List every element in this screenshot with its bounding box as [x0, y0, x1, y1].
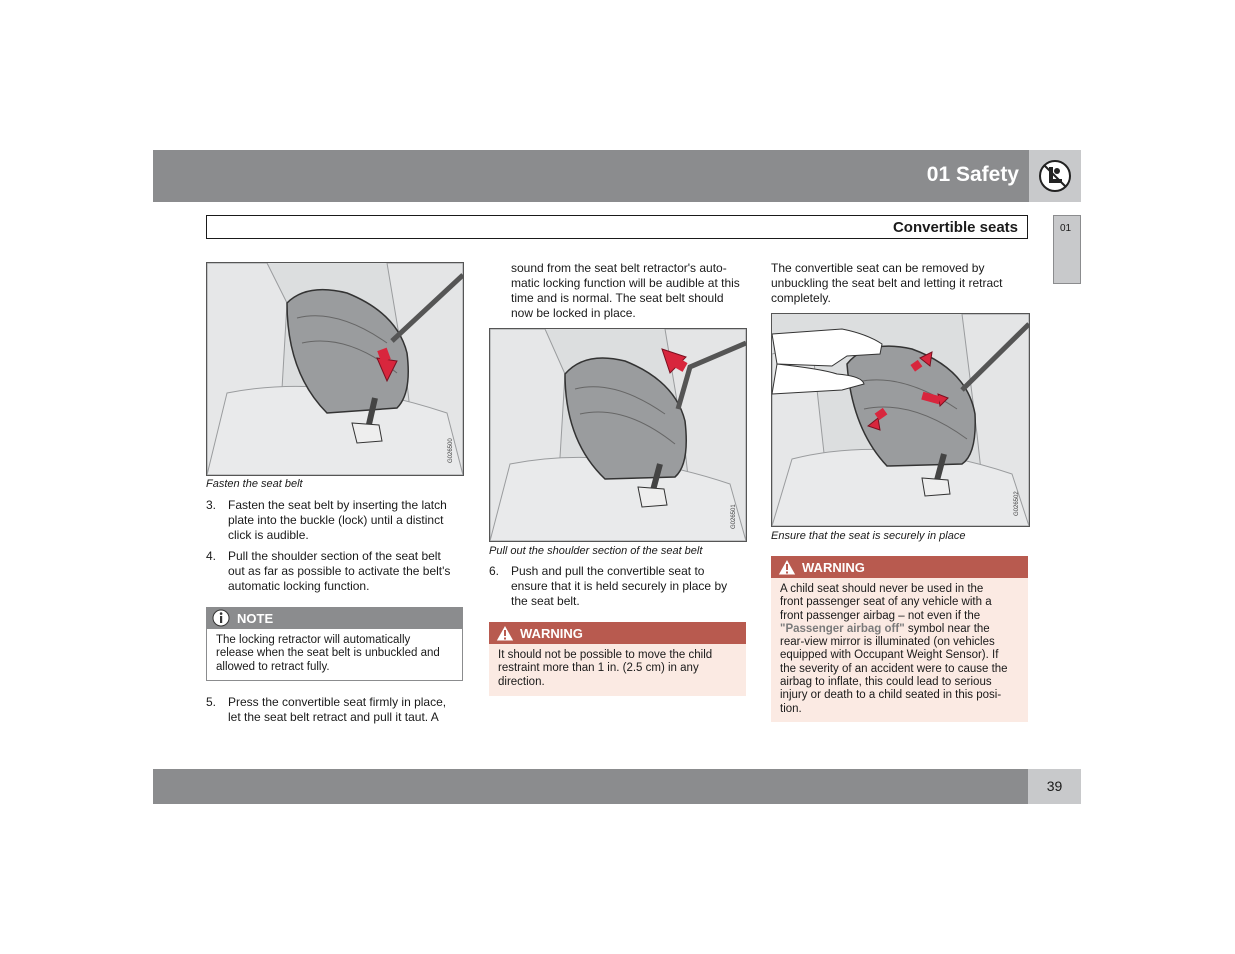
figure-pull-shoulder-belt	[489, 328, 747, 542]
footer-band	[153, 769, 1028, 804]
side-tab-label: 01	[1060, 223, 1072, 234]
info-icon	[212, 609, 230, 627]
note-body: The locking retractor will automatically release when the seat belt is unbuckled and allowed to retract fully.	[206, 629, 463, 681]
warning-body: It should not be possible to move the child restraint more than 1 in. (2.5 cm) in any direction.	[489, 644, 746, 696]
warning-header	[771, 556, 1028, 578]
figure-caption: Pull out the shoulder section of the seat belt	[489, 545, 703, 557]
section-bar	[206, 215, 1028, 239]
page-number: 39	[1046, 778, 1063, 794]
chapter-header	[153, 150, 1081, 202]
figure-fasten-belt	[206, 262, 464, 476]
figure-caption: Ensure that the seat is securely in place	[771, 530, 966, 542]
chapter-icon-box	[1029, 150, 1081, 202]
note-box	[206, 607, 463, 681]
chapter-side-tab[interactable]	[1053, 215, 1081, 284]
warning-body: A child seat should never be used in the front passenger seat of any vehicle with a front passenger airbag – not even if the "Passenger airbag off" symbol near the rear-view mirror is illuminated (on vehicles equipped with Occupant Weight Sensor). If the severity of an accident were to cause the airbag to inflate, this could lead to serious injury or death to a child seated in this posi- tion.	[771, 578, 1028, 722]
figure-code: G026501	[731, 504, 737, 529]
warning-label: WARNING	[802, 560, 865, 575]
warning-triangle-icon	[495, 624, 515, 642]
note-label: NOTE	[237, 611, 274, 626]
passenger-airbag-off-highlight: "Passenger airbag off"	[780, 622, 905, 635]
warning-box-movement	[489, 622, 746, 696]
figure-seat-secure	[771, 313, 1030, 527]
warning-triangle-icon	[777, 558, 797, 576]
note-header	[206, 607, 463, 629]
figure-code: G026502	[1014, 491, 1020, 516]
step-5-continued: sound from the seat belt retractor's auto- matic locking function will be audible at this time and is normal. The seat belt should now be locked in place.	[511, 261, 740, 320]
figure-caption: Fasten the seat belt	[206, 478, 303, 490]
warning-label: WARNING	[520, 626, 583, 641]
warning-box-airbag	[771, 556, 1028, 722]
section-title: Convertible seats	[892, 219, 1018, 236]
warning-header	[489, 622, 746, 644]
page-number-box	[1028, 769, 1081, 804]
child-seat-icon	[1038, 159, 1072, 193]
figure-code: G026500	[448, 438, 454, 463]
chapter-title: 01 Safety	[926, 163, 1019, 186]
removal-paragraph: The convertible seat can be removed by unbuckling the seat belt and letting it retract completely.	[771, 261, 1003, 305]
